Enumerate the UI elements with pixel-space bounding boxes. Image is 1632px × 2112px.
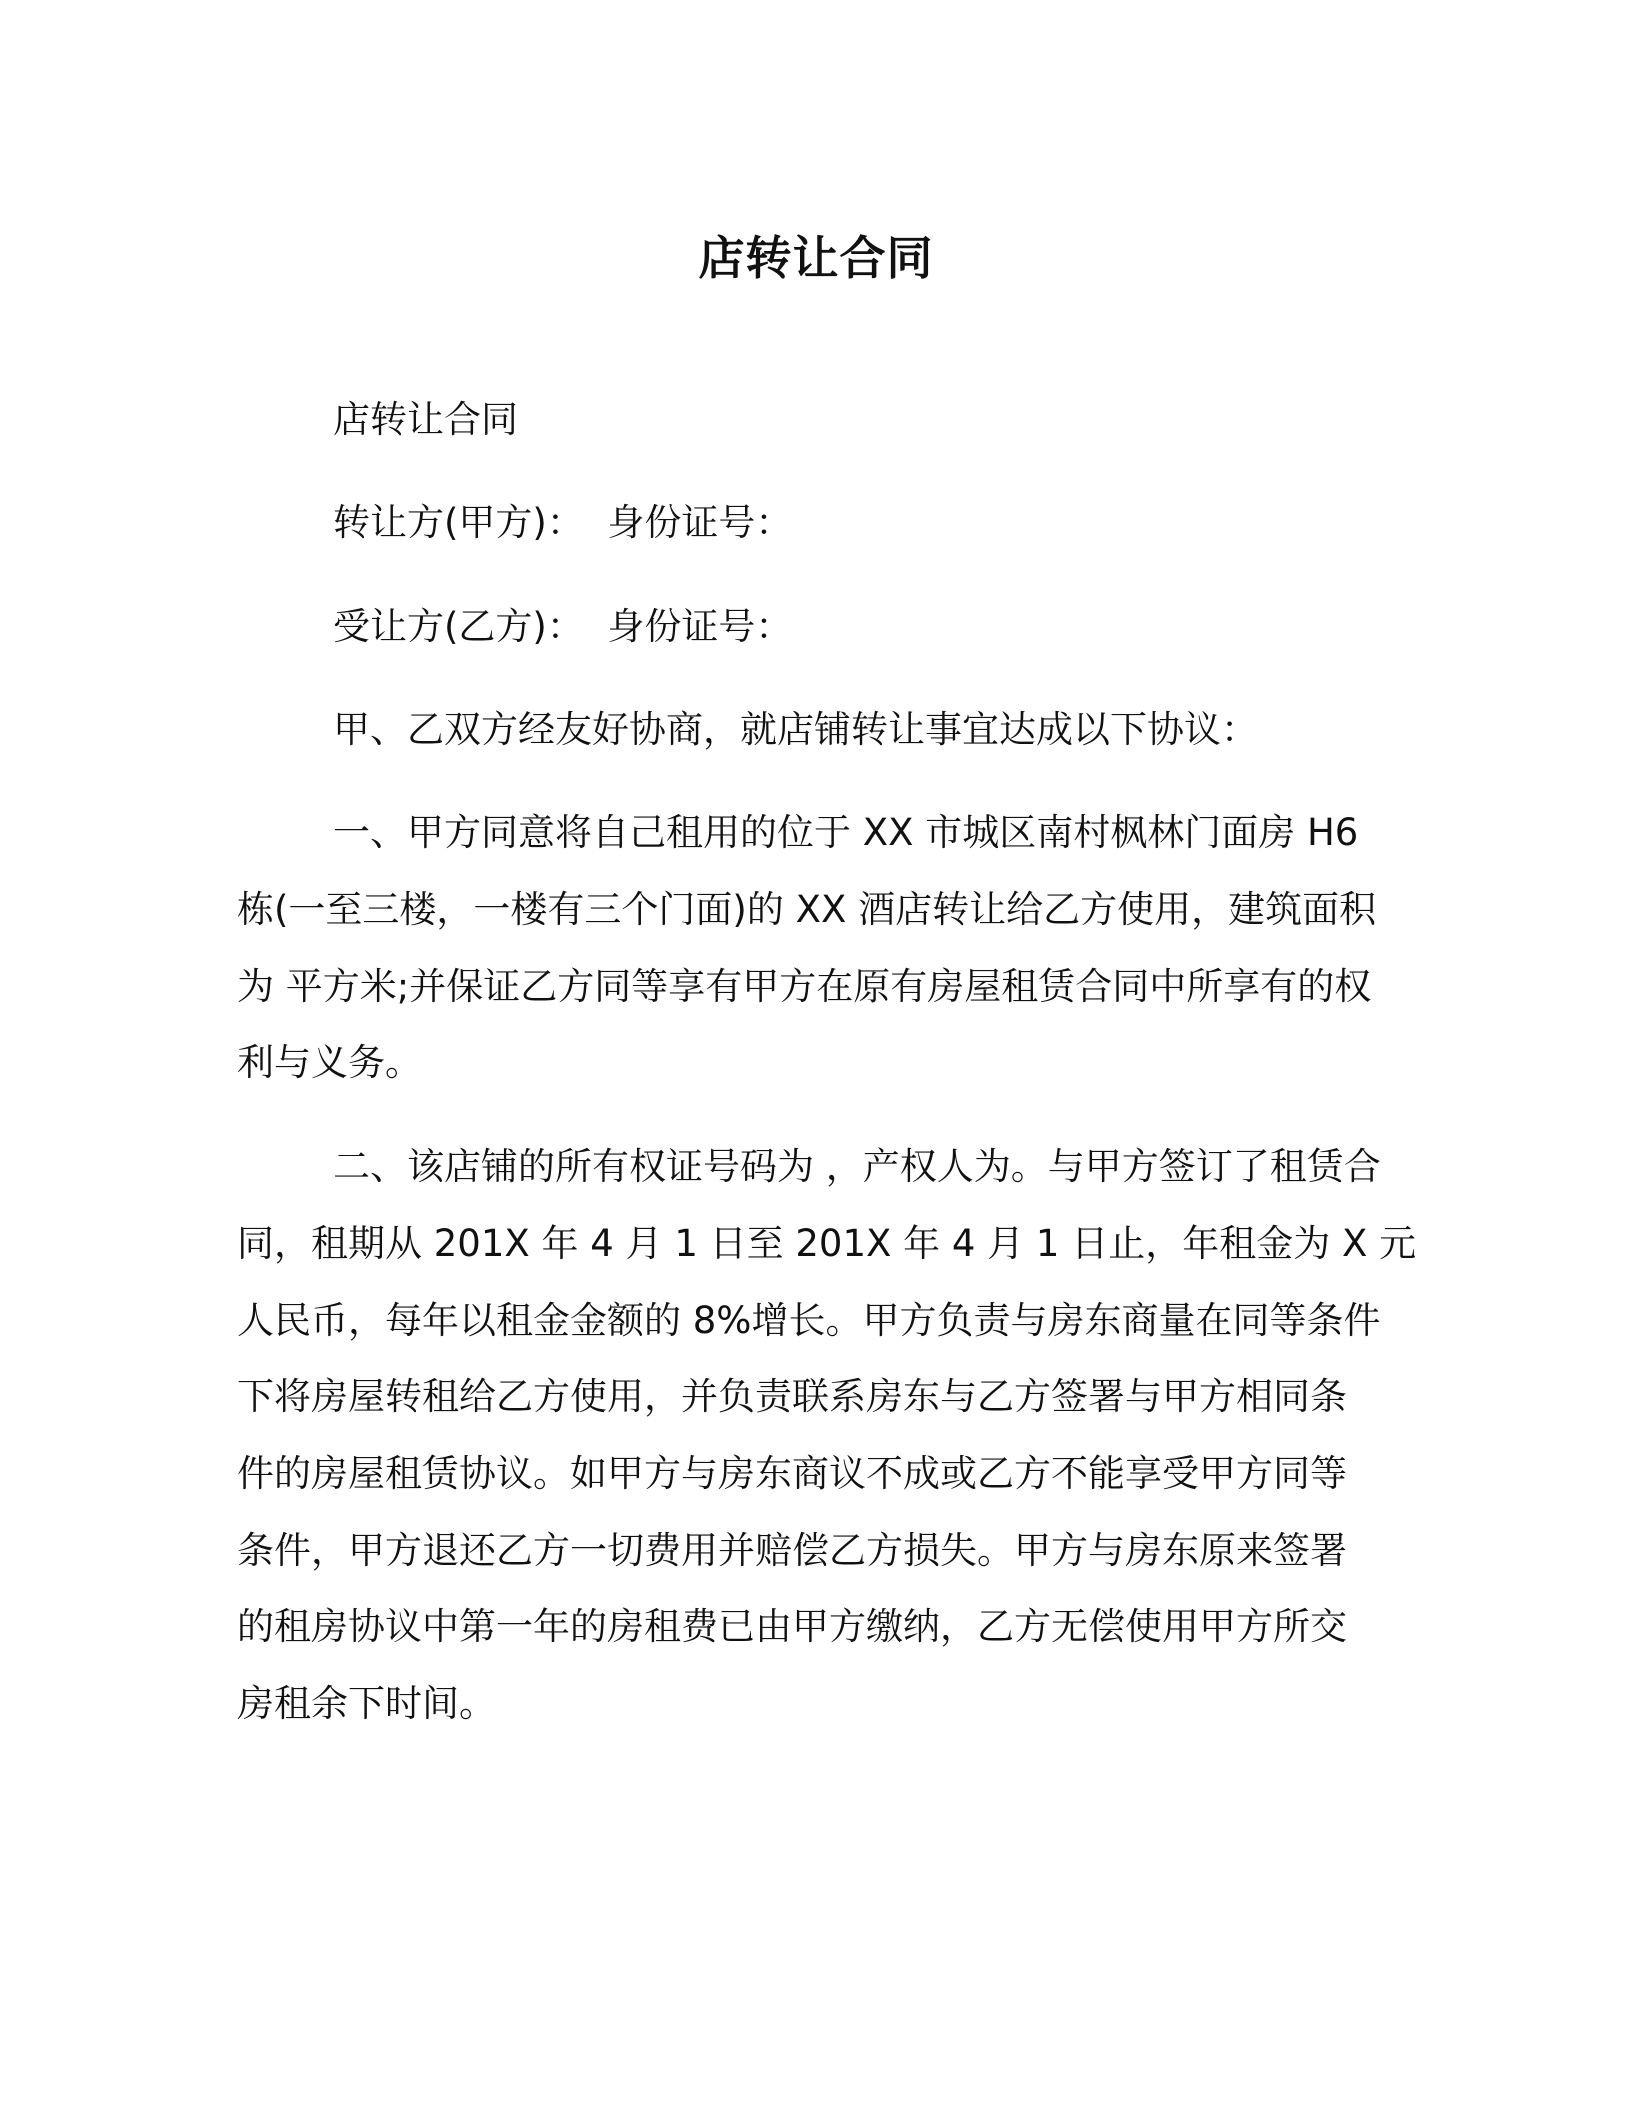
clause-2-line: 房租余下时间。 (237, 1682, 496, 1725)
clause-1-line: 为 平方米;并保证乙方同等享有甲方在原有房屋租赁合同中所享有的权 (237, 965, 1372, 1008)
transferor-line: 转让方(甲方)： 身份证号： (333, 501, 793, 544)
clause-2-line: 的租房协议中第一年的房租费已由甲方缴纳，乙方无偿使用甲方所交 (237, 1605, 1347, 1648)
intro-line: 甲、乙双方经友好协商，就店铺转让事宜达成以下协议： (333, 708, 1258, 751)
clause-1-line: 利与义务。 (237, 1041, 422, 1084)
clause-2-line: 件的房屋租赁协议。如甲方与房东商议不成或乙方不能享受甲方同等 (237, 1452, 1347, 1495)
clause-2-line: 同，租期从 201X 年 4 月 1 日至 201X 年 4 月 1 日止，年租金为 X 元 (237, 1222, 1417, 1265)
clause-2-line: 二、该店铺的所有权证号码为 ，产权人为。与甲方签订了租赁合 (333, 1145, 1381, 1188)
clause-2-line: 人民币，每年以租金金额的 8%增长。甲方负责与房东商量在同等条件 (237, 1299, 1381, 1342)
clause-1-line: 栋(一至三楼，一楼有三个门面)的 XX 酒店转让给乙方使用，建筑面积 (237, 888, 1377, 931)
contract-heading: 店转让合同 (333, 398, 518, 441)
transferee-line: 受让方(乙方)： 身份证号： (333, 605, 793, 648)
clause-2-line: 下将房屋转租给乙方使用，并负责联系房东与乙方签署与甲方相同条 (237, 1375, 1347, 1418)
clause-2-line: 条件，甲方退还乙方一切费用并赔偿乙方损失。甲方与房东原来签署 (237, 1529, 1347, 1572)
clause-1-line: 一、甲方同意将自己租用的位于 XX 市城区南村枫林门面房 H6 (333, 811, 1359, 854)
document-title: 店转让合同 (698, 231, 934, 285)
